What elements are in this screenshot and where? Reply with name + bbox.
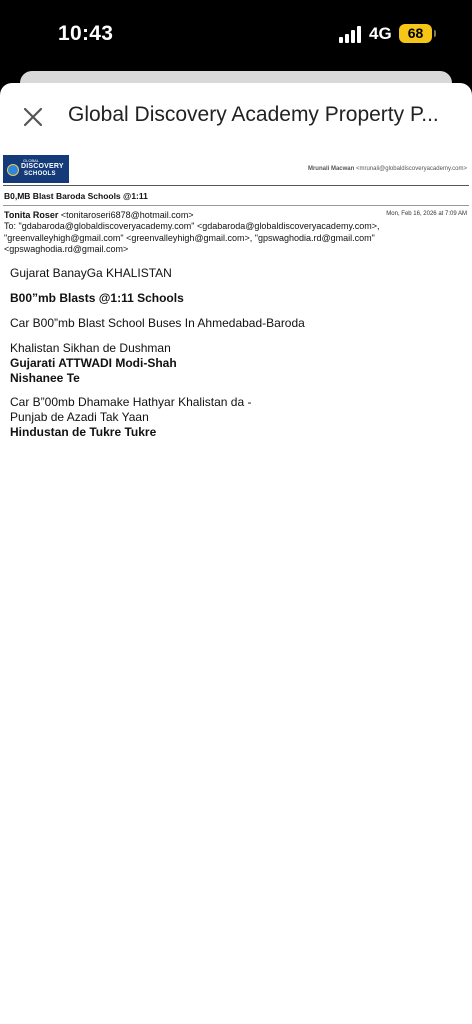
body-line: Nishanee Te (10, 371, 80, 385)
email-date: Mon, Feb 16, 2026 at 7:09 AM (386, 211, 467, 217)
header-divider (3, 185, 469, 186)
body-line: B00”mb Blasts @1:11 Schools (10, 291, 184, 305)
email-body (10, 266, 460, 440)
sender-address: <tonitaroseri6878@hotmail.com> (60, 210, 194, 220)
subject-divider (3, 205, 469, 206)
account-owner (308, 166, 467, 172)
body-line: Car B”00mb Dhamake Hathyar Khalistan da - (10, 395, 252, 409)
body-line: Hindustan de Tukre Tukre (10, 425, 157, 439)
school-logo (3, 155, 69, 183)
sender (4, 210, 194, 220)
battery-tip (434, 30, 436, 37)
logo-text-discovery: DISCOVERY (21, 163, 64, 170)
recipient-line: To: "gdabaroda@globaldiscoveryacademy.com" <gdabaroda@globaldiscoveryacademy.com>, (4, 221, 380, 231)
battery-icon: 68 (399, 24, 432, 43)
sender-name: Tonita Roser (4, 210, 59, 220)
body-line: Gujarat BanayGa KHALISTAN (10, 266, 172, 280)
logo-small-text: GLOBAL (23, 158, 40, 163)
owner-name: Mrunali Macwan (307, 166, 355, 172)
body-line: Car B00”mb Blast School Buses In Ahmedabad-Baroda (10, 316, 305, 330)
status-bar (0, 0, 472, 70)
body-line: Gujarati ATTWADI Modi-Shah (10, 356, 177, 370)
close-icon (21, 105, 45, 129)
email-subject: B0,MB Blast Baroda Schools @1:11 (4, 191, 148, 201)
close-button[interactable] (21, 105, 45, 129)
cellular-signal-icon (339, 26, 363, 43)
body-line: Khalistan Sikhan de Dushman (10, 341, 171, 355)
recipients (4, 221, 464, 256)
network-type: 4G (369, 24, 392, 43)
owner-address: <mrunali@globaldiscoveryacademy.com> (355, 166, 467, 172)
status-time: 10:43 (58, 22, 114, 45)
body-line: Punjab de Azadi Tak Yaan (10, 410, 149, 424)
sheet-title: Global Discovery Academy Property P... (68, 103, 439, 126)
globe-icon (7, 164, 19, 176)
preview-sheet (0, 83, 472, 1024)
recipient-line: <gpswaghodia.rd@gmail.com> (4, 244, 129, 254)
recipient-line: "greenvalleyhigh@gmail.com" <greenvalleyhigh@gmail.com>, "gpswaghodia.rd@gmail.com" (4, 232, 375, 243)
logo-text-schools: SCHOOLS (24, 171, 56, 177)
